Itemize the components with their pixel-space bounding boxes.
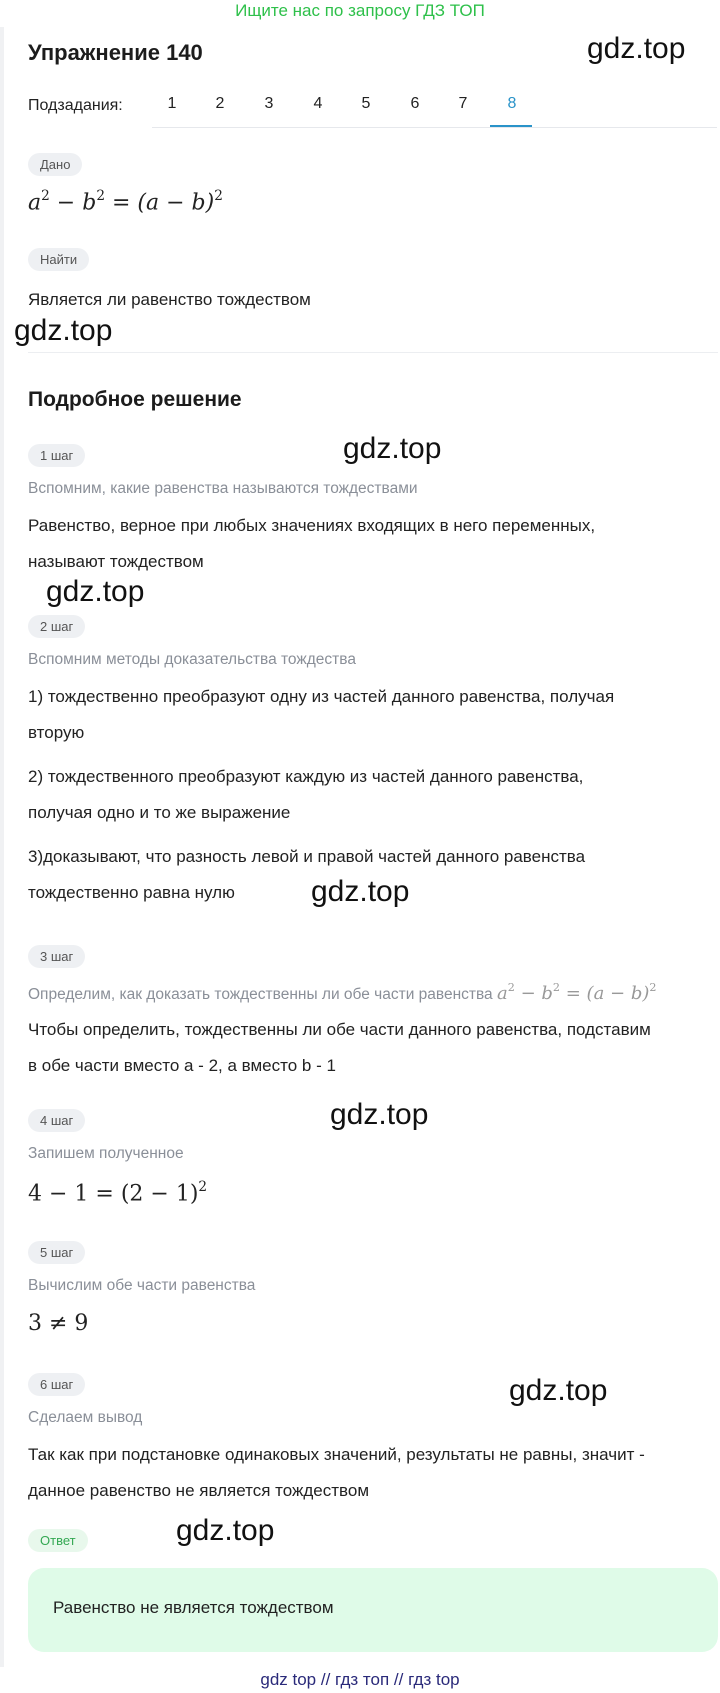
tab-5[interactable]: 5 xyxy=(361,95,371,112)
footer-link[interactable]: gdz top xyxy=(260,1670,317,1689)
tab-8[interactable]: 8 xyxy=(507,95,517,112)
step-hint: Запишем полученное xyxy=(28,1145,184,1162)
step-hint: Вспомним методы доказательства тождества xyxy=(28,651,356,668)
find-badge: Найти xyxy=(28,248,89,271)
divider xyxy=(28,352,718,353)
footer-link[interactable]: гдз топ xyxy=(335,1670,390,1689)
subtask-tabs xyxy=(152,85,717,128)
find-text: Является ли равенство тождеством xyxy=(28,290,311,309)
step-hint: Вычислим обе части равенства xyxy=(28,1277,256,1294)
footer-link[interactable]: гдз top xyxy=(408,1670,460,1689)
watermark: gdz.top xyxy=(176,1514,275,1547)
exercise-title: Упражнение 140 xyxy=(28,40,203,65)
given-badge: Дано xyxy=(28,153,82,176)
step-formula: $4 - 1 = (2 - 1)^2$ xyxy=(28,1179,208,1207)
answer-badge: Ответ xyxy=(28,1529,88,1552)
tab-4[interactable]: 4 xyxy=(313,95,323,112)
subtasks-label: Подзадания: xyxy=(28,97,123,114)
step-badge: 2 шаг xyxy=(28,615,85,638)
search-banner: Ищите нас по запросу ГДЗ ТОП xyxy=(235,1,485,20)
step-hint: Сделаем вывод xyxy=(28,1409,143,1426)
footer-separator: // xyxy=(320,1670,331,1689)
footer-separator: // xyxy=(393,1670,404,1689)
watermark: gdz.top xyxy=(311,875,410,908)
tab-6[interactable]: 6 xyxy=(410,95,420,112)
watermark: gdz.top xyxy=(509,1374,608,1407)
step-text: Чтобы определить, тождественны ли обе части данного равенства, подставим в обе части вместо а - 2, а вместо b - 1 xyxy=(28,1020,651,1075)
answer-text: Равенство не является тождеством xyxy=(53,1598,334,1617)
step-text: 1) тождественно преобразуют одну из частей данного равенства, получая вторую 2) тождественного преобразуют каждую из частей данного равенства, получая одно и то же выражение 3)доказывают, что разность левой и правой частей данного равенства тождественно равна нулю xyxy=(28,687,615,902)
tab-3[interactable]: 3 xyxy=(264,95,274,112)
tab-7[interactable]: 7 xyxy=(458,95,468,112)
step-badge: 4 шаг xyxy=(28,1109,85,1132)
step-hint: Вспомним, какие равенства называются тождествами xyxy=(28,480,418,497)
footer-links xyxy=(0,1670,720,1690)
watermark: gdz.top xyxy=(343,432,442,465)
solution-title: Подробное решение xyxy=(28,388,242,411)
step-text: Равенство, верное при любых значениях входящих в него переменных, называют тождеством xyxy=(28,516,596,571)
step-badge: 6 шаг xyxy=(28,1373,85,1396)
watermark: gdz.top xyxy=(46,575,145,608)
watermark: gdz.top xyxy=(14,314,113,347)
step-text: Так как при подстановке одинаковых значений, результаты не равны, значит - данное равенство не является тождеством xyxy=(28,1445,645,1500)
step-formula: 3 ≠ 9 xyxy=(28,1311,89,1336)
step-badge: 1 шаг xyxy=(28,444,85,467)
given-formula: $a^2 - b^2 = (a - b)^2$ xyxy=(28,188,223,216)
watermark: gdz.top xyxy=(330,1098,429,1131)
step-badge: 3 шаг xyxy=(28,945,85,968)
tab-2[interactable]: 2 xyxy=(215,95,225,112)
step-badge: 5 шаг xyxy=(28,1241,85,1264)
active-tab-indicator xyxy=(490,125,532,127)
step-hint: Определим, как доказать тождественны ли обе части равенства $a^2 - b^2 = (a - b)^2$ xyxy=(28,981,657,1004)
watermark: gdz.top xyxy=(587,32,686,65)
tab-1[interactable]: 1 xyxy=(167,95,177,112)
